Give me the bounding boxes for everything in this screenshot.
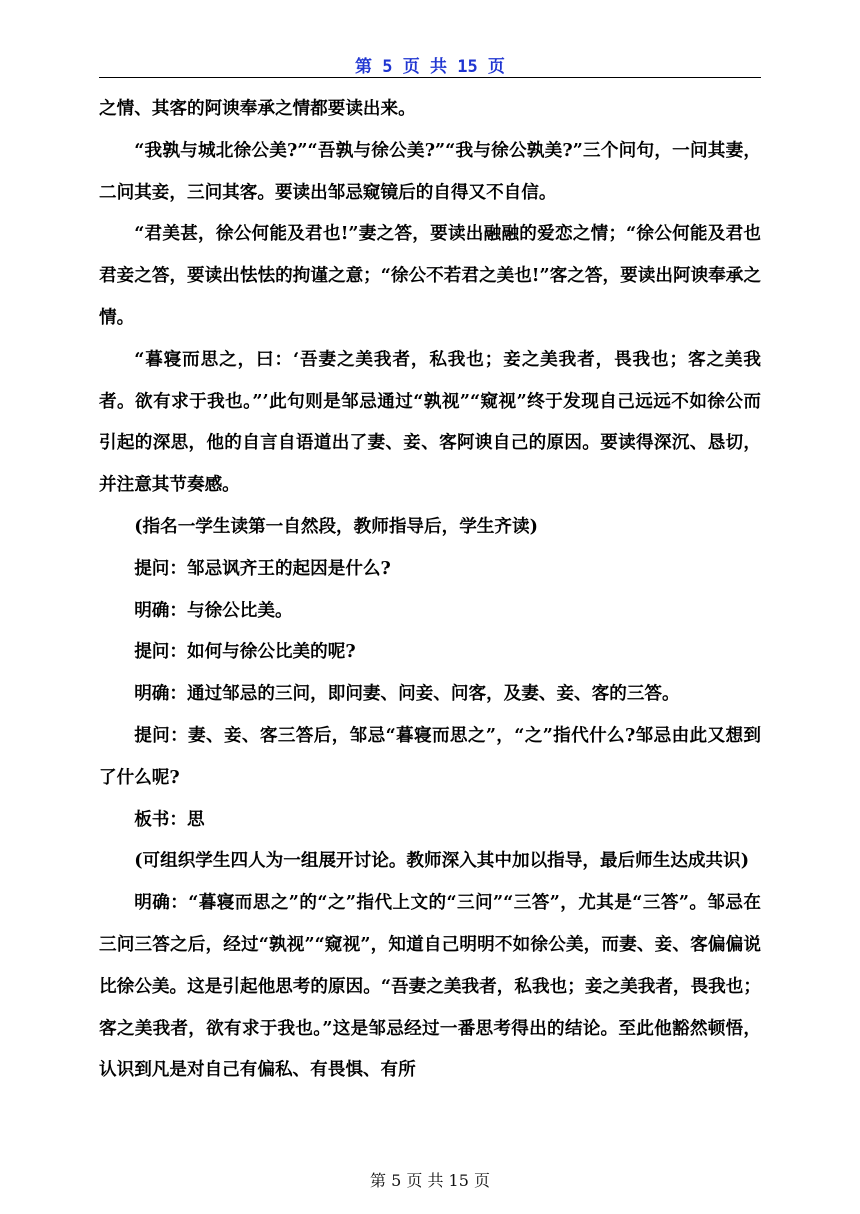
paragraph: “我孰与城北徐公美?”“吾孰与徐公美?”“我与徐公孰美?”三个问句，一问其妻，二问其妾，三问其客。要读出邹忌窥镜后的自得又不自信。 (99, 139, 761, 203)
board-note: 板书：思 (134, 808, 205, 830)
paragraph: “暮寝而思之，曰：‘吾妻之美我者，私我也；妾之美我者，畏我也；客之美我者。欲有求于我也。”’此句则是邹忌通过“孰视”“窥视”终于发现自己远远不如徐公而引起的深思，他的自言自语道出了妻、妾、客阿谀自己的原因。要读得深沉、恳切，并注意其节奏感。 (99, 348, 761, 496)
paragraph: (指名一学生读第一自然段，教师指导后，学生齐读) (134, 515, 538, 537)
question-line: 提问：如何与徐公比美的呢? (134, 641, 356, 663)
paragraph: “君美甚，徐公何能及君也!”妻之答，要读出融融的爱恋之情；“徐公何能及君也君妾之答，要读出怯怯的拘谨之意；“徐公不若君之美也!”客之答，要读出阿谀奉承之情。 (99, 223, 761, 328)
answer-line: 明确：与徐公比美。 (134, 599, 293, 621)
paragraph: (可组织学生四人为一组展开讨论。教师深入其中加以指导，最后师生达成共识) (134, 850, 750, 872)
page-header: 第 5 页 共 15 页 (355, 57, 505, 77)
header-divider (99, 77, 761, 78)
question-line: 提问：妻、妾、客三答后，邹忌“暮寝而思之”，“之”指代什么?邹忌由此又想到了什么呢? (99, 724, 761, 788)
question-line: 提问：邹忌讽齐王的起因是什么? (134, 557, 391, 579)
answer-line: 明确：通过邹忌的三问，即问妻、问妾、问客，及妻、妾、客的三答。 (134, 683, 680, 705)
page-footer: 第 5 页 共 15 页 (370, 1171, 490, 1190)
paragraph-continuation: 之情、其客的阿谀奉承之情都要读出来。 (99, 98, 416, 119)
answer-paragraph: 明确：“暮寝而思之”的“之”指代上文的“三问”“三答”，尤其是“三答”。邹忌在三问三答之后，经过“孰视”“窥视”，知道自己明明不如徐公美，而妻、妾、客偏偏说比徐公美。这是引起他思考的原因。“吾妻之美我者，私我也；妾之美我者，畏我也；客之美我者，欲有求于我也。”这是邹忌经过一番思考得出的结论。至此他豁然顿悟，认识到凡是对自己有偏私、有畏惧、有所 (99, 892, 761, 1081)
document-body (99, 88, 761, 1091)
